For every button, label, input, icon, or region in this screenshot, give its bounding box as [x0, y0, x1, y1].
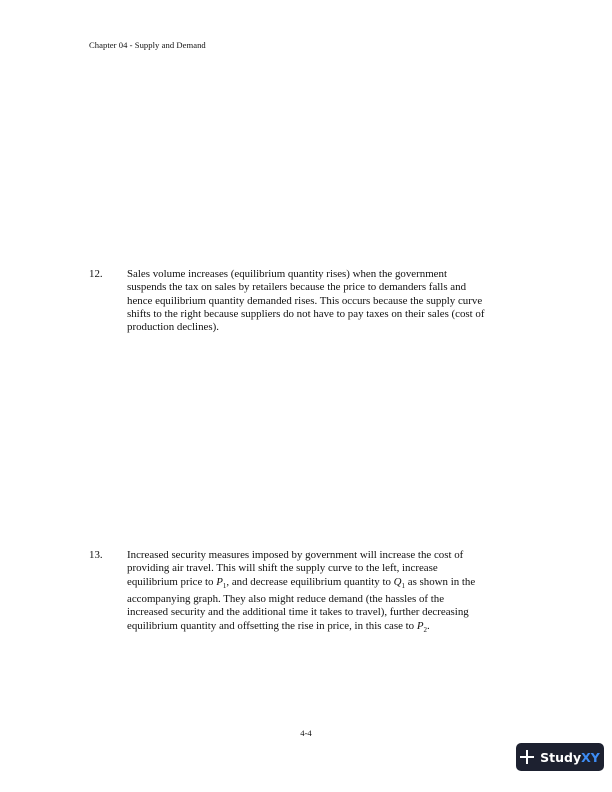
item-number: 12.	[89, 268, 103, 280]
text-fragment: .	[427, 619, 430, 632]
text-line: suspends the tax on sales by retailers because the price to demanders falls and	[127, 281, 467, 294]
brand-main: Study	[540, 749, 582, 765]
quantity-q1-subscript: 1	[401, 581, 406, 590]
plus-icon	[520, 750, 534, 764]
item-body	[127, 549, 529, 637]
price-p2-subscript: 2	[423, 625, 428, 634]
brand-accent: XY	[581, 749, 600, 765]
studyxy-badge[interactable]	[516, 743, 604, 771]
price-p1-symbol: P	[216, 575, 223, 588]
text-fragment: equilibrium quantity and offsetting the rise in price, in this case to	[127, 619, 417, 632]
price-p1-subscript: 1	[222, 581, 227, 590]
text-line: shifts to the right because suppliers do not have to pay taxes on their sales (cost of	[127, 307, 485, 320]
item-body	[127, 268, 529, 334]
page-header	[89, 40, 206, 50]
page-number: 4-4	[300, 728, 312, 738]
text-line: accompanying graph. They also might reduce demand (the hassles of the	[127, 593, 445, 606]
price-p2-symbol: P	[416, 619, 424, 632]
text-line: providing air travel. This will shift the supply curve to the left, increase	[127, 562, 438, 575]
text-fragment: as shown in the	[405, 575, 476, 588]
item-number: 13.	[89, 549, 103, 561]
text-line: hence equilibrium quantity demanded rises. This occurs because the supply curve	[127, 294, 483, 307]
text-fragment: , and decrease equilibrium quantity to	[226, 575, 394, 588]
text-line: Sales volume increases (equilibrium quantity rises) when the government	[127, 268, 447, 280]
text-fragment: equilibrium price to	[127, 575, 217, 588]
text-line: Increased security measures imposed by government will increase the cost of	[127, 549, 464, 561]
chapter-title: Chapter 04 - Supply and Demand	[89, 40, 206, 50]
text-line	[127, 620, 529, 637]
text-line: increased security and the additional time it takes to travel), further decreasing	[127, 606, 469, 619]
text-line: production declines).	[127, 321, 219, 334]
text-line	[127, 576, 529, 593]
quantity-q1-symbol: Q	[393, 575, 402, 588]
